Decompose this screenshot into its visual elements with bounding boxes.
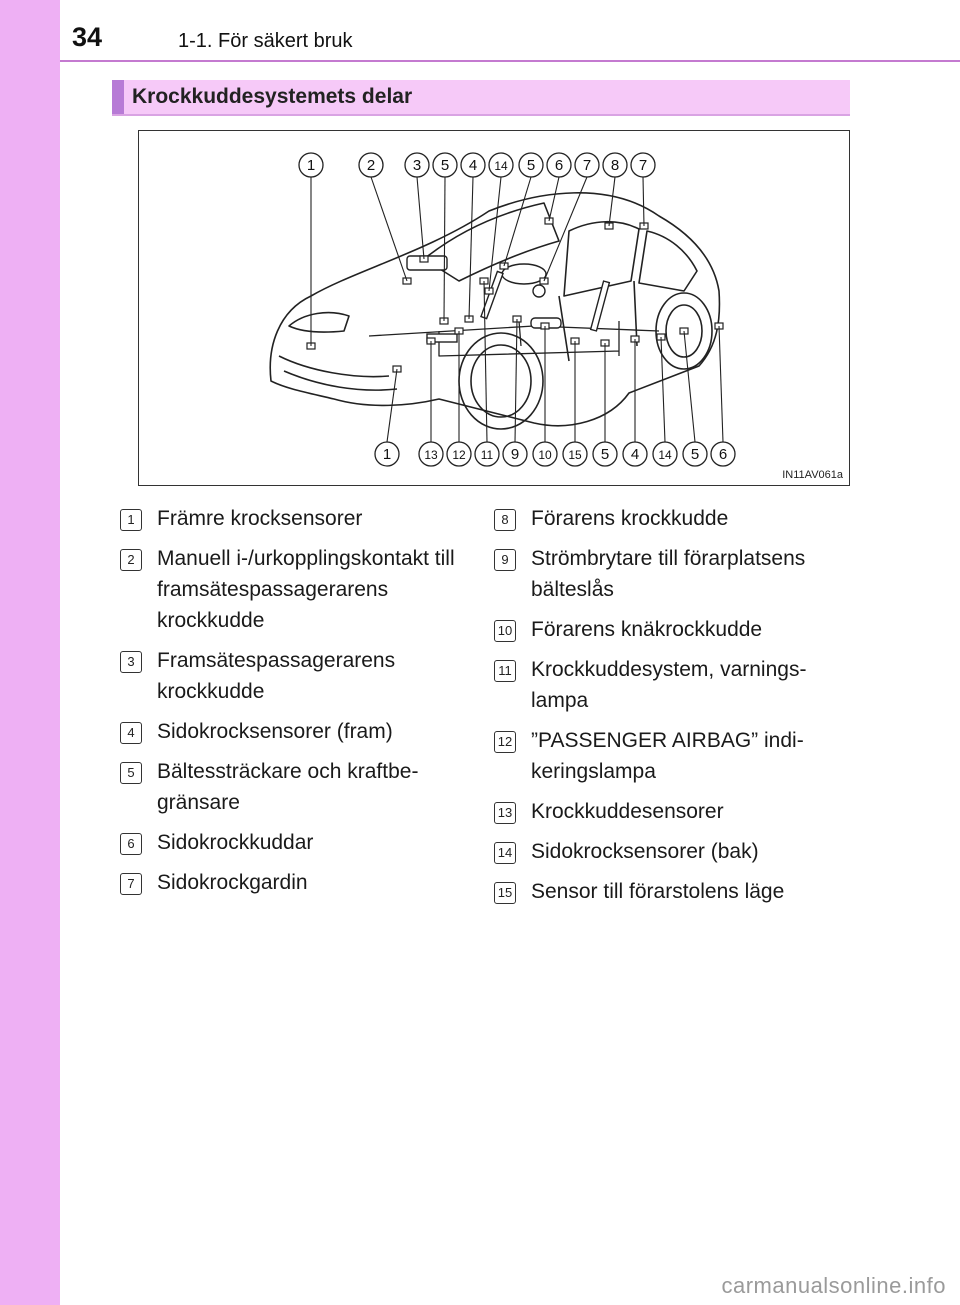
legend-number-badge: 5: [120, 762, 142, 784]
section-accent: [112, 80, 124, 114]
svg-text:4: 4: [468, 157, 478, 174]
section-rule: [112, 114, 850, 116]
section-title: Krockkuddesystemets delar: [132, 85, 413, 108]
legend-text: Sidokrockgardin: [157, 871, 308, 894]
svg-text:9: 9: [510, 446, 520, 463]
svg-text:4: 4: [630, 446, 640, 463]
legend-number-badge: 14: [494, 842, 516, 864]
legend-item: [120, 867, 480, 898]
driver-airbag-module: [533, 285, 545, 297]
legend-number-badge: 9: [494, 549, 516, 571]
svg-text:6: 6: [718, 446, 728, 463]
legend-number-badge: 13: [494, 802, 516, 824]
svg-text:5: 5: [526, 157, 536, 174]
callout-bottom: [623, 442, 647, 466]
legend-item: [120, 645, 480, 707]
legend-item: [120, 756, 480, 818]
chapter-title: 1-1. För säkert bruk: [178, 30, 353, 52]
headlight: [289, 313, 349, 333]
legend-text: Krockkuddesystem, varnings-lampa: [531, 658, 807, 712]
svg-text:3: 3: [412, 157, 422, 174]
legend-text: Förarens knäkrockkudde: [531, 618, 763, 641]
legend-text: Framsätespassagerarens krockkudde: [157, 649, 396, 703]
callout-top: [405, 153, 429, 177]
legend-item: [120, 716, 480, 747]
svg-text:2: 2: [366, 157, 376, 174]
legend-item: [494, 725, 854, 787]
legend-left-column: [120, 503, 480, 907]
legend-item: [494, 503, 854, 534]
callout-top: [359, 153, 383, 177]
left-margin-band: [0, 0, 60, 1305]
legend-number-badge: 11: [494, 660, 516, 682]
svg-text:8: 8: [610, 157, 620, 174]
leader-line: [643, 177, 644, 226]
callout-bottom: [503, 442, 527, 466]
wiring-harness: [369, 321, 659, 356]
legend-text: ”PASSENGER AIRBAG” indi-keringslampa: [531, 729, 804, 783]
svg-text:10: 10: [538, 448, 552, 462]
legend-item: [494, 796, 854, 827]
leader-line: [719, 326, 723, 442]
legend-item: [494, 614, 854, 645]
section-heading-bar: [112, 80, 850, 114]
legend-number-badge: 1: [120, 509, 142, 531]
car-body-outline: [270, 193, 719, 426]
svg-text:1: 1: [382, 446, 392, 463]
front-grille: [279, 356, 389, 377]
svg-text:6: 6: [554, 157, 564, 174]
legend-item: [494, 543, 854, 605]
legend-item: [494, 654, 854, 716]
legend-text: Bältessträckare och kraftbe-gränsare: [157, 760, 419, 814]
leader-line: [661, 337, 665, 442]
callout-bottom: [447, 442, 471, 466]
callout-bottom: [593, 442, 617, 466]
legend-text: Krockkuddesensorer: [531, 800, 724, 823]
legend-text: Förarens krockkudde: [531, 507, 729, 530]
svg-text:12: 12: [452, 448, 466, 462]
legend-text: Manuell i-/urkopplingskontakt till framsätespassagerarens krockkudde: [157, 547, 455, 632]
callout-top: [631, 153, 655, 177]
callout-bottom: [375, 442, 399, 466]
legend-number-badge: 7: [120, 873, 142, 895]
callout-bottom: [475, 442, 499, 466]
legend-text: Sensor till förarstolens läge: [531, 880, 785, 903]
page-number: 34: [72, 22, 103, 52]
legend-item: [120, 503, 480, 534]
callout-bottom: [653, 442, 677, 466]
legend-text: Sidokrockkuddar: [157, 831, 314, 854]
car-illustration: [139, 131, 849, 485]
callout-top: [433, 153, 457, 177]
leader-line: [469, 177, 473, 319]
callout-bottom: [711, 442, 735, 466]
svg-text:5: 5: [440, 157, 450, 174]
figure-code: IN11AV061a: [782, 469, 843, 481]
svg-text:14: 14: [658, 448, 672, 462]
svg-text:14: 14: [494, 159, 508, 173]
callout-bottom: [683, 442, 707, 466]
callout-bottom: [563, 442, 587, 466]
side-window-rear: [639, 231, 697, 291]
legend-number-badge: 8: [494, 509, 516, 531]
legend-right-column: [494, 503, 854, 916]
leader-line: [417, 177, 424, 259]
side-window-front: [564, 222, 639, 296]
svg-text:5: 5: [600, 446, 610, 463]
leader-line: [549, 177, 559, 221]
legend-item: [120, 543, 480, 636]
legend-item: [494, 876, 854, 907]
svg-text:1: 1: [306, 157, 316, 174]
callout-bottom: [419, 442, 443, 466]
svg-text:13: 13: [424, 448, 438, 462]
legend-number-badge: 6: [120, 833, 142, 855]
legend-number-badge: 4: [120, 722, 142, 744]
callout-top: [489, 153, 513, 177]
legend-number-badge: 3: [120, 651, 142, 673]
legend-number-badge: 10: [494, 620, 516, 642]
leader-line: [609, 177, 615, 226]
callout-top: [299, 153, 323, 177]
legend-text: Sidokrocksensorer (fram): [157, 720, 393, 743]
callout-top: [575, 153, 599, 177]
legend-text: Främre krocksensorer: [157, 507, 363, 530]
svg-text:5: 5: [690, 446, 700, 463]
front-wheel-rim: [471, 345, 531, 417]
callout-top: [547, 153, 571, 177]
callout-top: [519, 153, 543, 177]
leader-line: [444, 177, 445, 321]
legend-item: [494, 836, 854, 867]
callout-bottom: [533, 442, 557, 466]
leader-line: [515, 319, 517, 442]
leader-line: [504, 177, 531, 266]
footer-watermark: carmanualsonline.info: [721, 1273, 946, 1298]
leader-line: [684, 331, 695, 442]
header-rule: [60, 60, 960, 62]
legend-text: Strömbrytare till förarplatsens bälteslås: [531, 547, 806, 601]
legend-text: Sidokrocksensorer (bak): [531, 840, 759, 863]
legend-item: [120, 827, 480, 858]
svg-text:15: 15: [568, 448, 582, 462]
airbag-diagram: [138, 130, 850, 486]
svg-text:11: 11: [480, 448, 494, 462]
callout-top: [461, 153, 485, 177]
callout-top: [603, 153, 627, 177]
legend-number-badge: 12: [494, 731, 516, 753]
legend-number-badge: 2: [120, 549, 142, 571]
svg-text:7: 7: [582, 157, 592, 174]
legend-number-badge: 15: [494, 882, 516, 904]
svg-text:7: 7: [638, 157, 648, 174]
